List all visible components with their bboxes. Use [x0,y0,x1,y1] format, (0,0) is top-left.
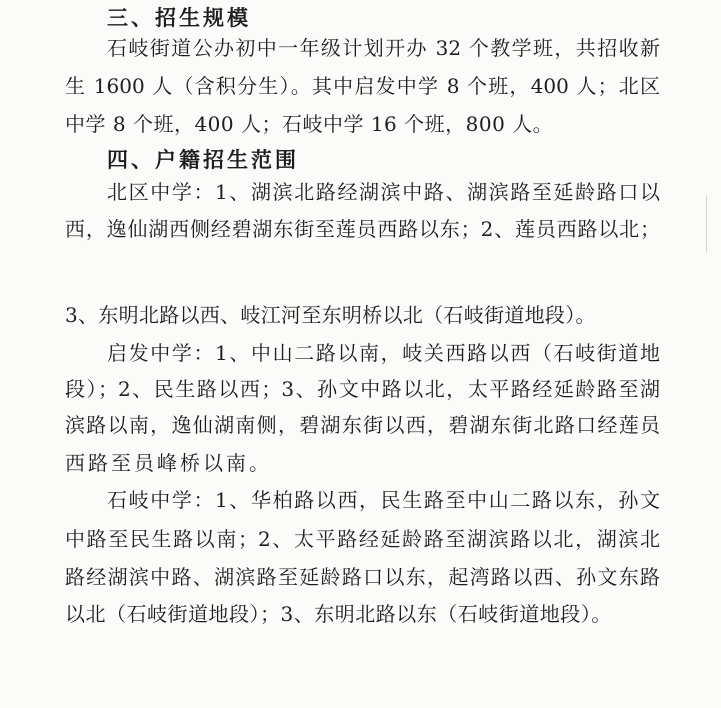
section-heading-enrollment-scope: 四、户籍招生范围 [107,147,299,172]
section-heading-enrollment-scale: 三、招生规模 [107,5,251,30]
qifa-school-line: 段）；2、民生路以西；3、孙文中路以北，太平路经延龄路至湖 [65,377,660,401]
beiqu-school-line: 西，逸仙湖西侧经碧湖东街至莲员西路以东；2、莲员西路以北； [65,217,660,241]
beiqu-school-line: 北区中学：1、湖滨北路经湖滨中路、湖滨路至延龄路口以 [107,180,660,204]
scan-edge-artifact [706,196,707,252]
shiqi-school-line: 石岐中学：1、华柏路以西，民生路至中山二路以东，孙文 [107,488,660,512]
qifa-school-line: 西路至员峰桥以南。 [65,451,272,475]
paragraph-line: 石岐街道公办初中一年级计划开办 32 个教学班，共招收新 [107,36,660,60]
shiqi-school-line: 以北（石岐街道地段）；3、东明北路以东（石岐街道地段）。 [65,602,612,626]
paragraph-line: 中学 8 个班，400 人；石岐中学 16 个班，800 人。 [65,112,554,136]
paragraph-line: 生 1600 人（含积分生）。其中启发中学 8 个班，400 人；北区 [65,74,660,98]
shiqi-school-line: 中路至民生路以南；2、太平路经延龄路至湖滨路以北，湖滨北 [65,527,660,551]
beiqu-school-line: 3、东明北路以西、岐江河至东明桥以北（石岐街道地段）。 [65,303,596,327]
shiqi-school-line: 路经湖滨中路、湖滨路至延龄路口以东，起湾路以西、孙文东路 [65,565,660,589]
qifa-school-line: 滨路以南，逸仙湖南侧，碧湖东街以西，碧湖东街北路口经莲员 [65,413,660,437]
qifa-school-line: 启发中学：1、中山二路以南，岐关西路以西（石岐街道地 [107,341,660,365]
